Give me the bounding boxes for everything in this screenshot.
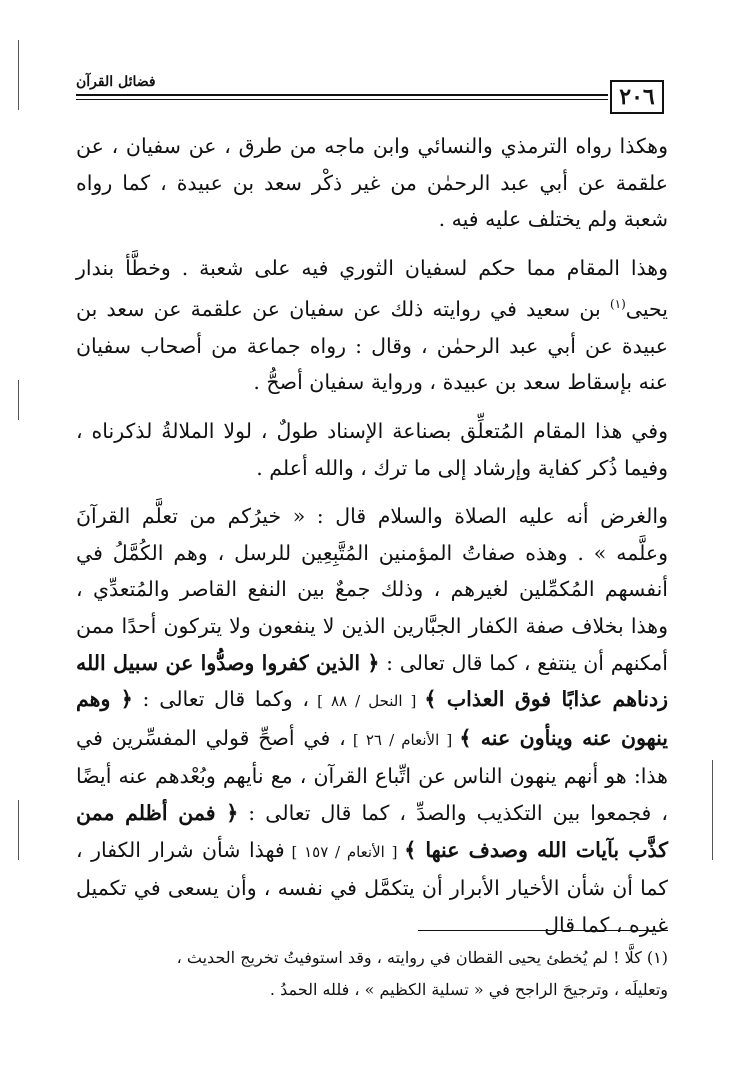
quran-verse-1: ﴿ الذين كفروا وصدُّوا عن سبيل الله زدناهم عذابًا فوق العذاب ﴾ (76, 650, 668, 712)
footnote-text: كلَّا ! لم يُخطئ يحيى القطان في روايته ، وقد استوفيتُ تخريج الحديث ، وتعليلَه ، وترجيحَ الراجح في « تسلية الكظيم » ، فلله الحمدُ . (176, 948, 668, 999)
paragraph-2-start: وهذا المقام مما حكم لسفيان الثوري فيه على شعبة . وخطَّأ بندار يحيى (76, 255, 668, 322)
verse-reference-2: [ الأنعام / ٢٦ ] (345, 730, 460, 749)
book-title: فضائل القرآن (76, 74, 156, 90)
left-margin-mark-low (18, 800, 19, 860)
paragraph-2-rest: بن سعيد في روايته ذلك عن سفيان عن علقمة عن سعد بن عبيدة عن أبي عبد الرحمٰن ، وقال : رواه جماعة من أصحاب سفيان عنه بإسقاط سعد بن عبيدة ، ورواية سفيان أصحُّ . (76, 297, 668, 395)
left-margin-mark-top (18, 40, 19, 110)
paragraph-4-part-3: ، في أصحِّ قولي المفسِّرين في هذا: هو أنهم ينهون الناس عن اتِّباع القرآن ، مع نأيهم وبُعْدهم عنه أيضًا ، فجمعوا بين التكذيب والصدِّ ، كما قال تعالى : (76, 725, 668, 825)
quran-verse-2: ﴿ وهم ينهون عنه وينأون عنه ﴾ (76, 687, 669, 750)
footnote-number: (١) (646, 948, 668, 967)
left-margin-mark-mid (18, 380, 19, 420)
paragraph-4-part-4: فهذا شأن شرار الكفار ، كما أن شأن الأخيار الأبرار أن يتكمَّل في نفسه ، وأن يسعى في تكميل غيره ، كما قال (76, 837, 668, 937)
quran-verse-3: ﴿ فمن أظلم ممن كذَّب بآيات الله وصدف عنها ﴾ (76, 800, 669, 862)
paragraph-4 (76, 498, 668, 943)
verse-reference-3: [ الأنعام / ١٥٧ ] (284, 842, 405, 861)
page-number: ٢٠٦ (610, 80, 664, 114)
paragraph-2 (76, 250, 668, 401)
paragraph-3: وفي هذا المقام المُتعلِّق بصناعة الإسناد طولٌ ، لولا الملالةُ لذكرناه ، وفيما ذُكر كفاية وإرشاد إلى ما ترك ، والله أعلم . (76, 418, 668, 480)
footnote-separator (418, 930, 668, 931)
paragraph-4-part-2: ، وكما قال تعالى : (132, 687, 310, 712)
paragraph-4-part-1: والغرض أنه عليه الصلاة والسلام قال : « خيرُكم من تعلَّم القرآنَ وعلَّمه » . وهذه صفاتُ المؤمنين المُتَّبِعِين للرسل ، وهم الكُمَّلُ في أنفسهم المُكمِّلين لغيرهم ، وذلك جمعٌ بين النفع القاصر والمُتعدِّي ، وهذا بخلاف صفة الكفار الجبَّارين الذين لا ينفعون ولا يتركون أحدًا ممن أمكنهم أن ينتفع ، كما قال تعالى : (76, 504, 668, 675)
main-text (76, 128, 668, 943)
page-header (76, 70, 668, 120)
footnote-marker: (١) (609, 297, 626, 312)
header-rule-thick (76, 94, 608, 96)
right-margin-mark (712, 760, 713, 860)
footnote (140, 942, 668, 1006)
verse-reference-1: [ النحل / ٨٨ ] (309, 692, 425, 711)
header-rule-thin (76, 99, 608, 100)
paragraph-1: وهكذا رواه الترمذي والنسائي وابن ماجه من طرق ، عن سفيان ، عن علقمة عن أبي عبد الرحمٰن من غير ذكْر سعد بن عبيدة ، كما رواه شعبة ولم يختلف عليه فيه . (76, 134, 668, 232)
